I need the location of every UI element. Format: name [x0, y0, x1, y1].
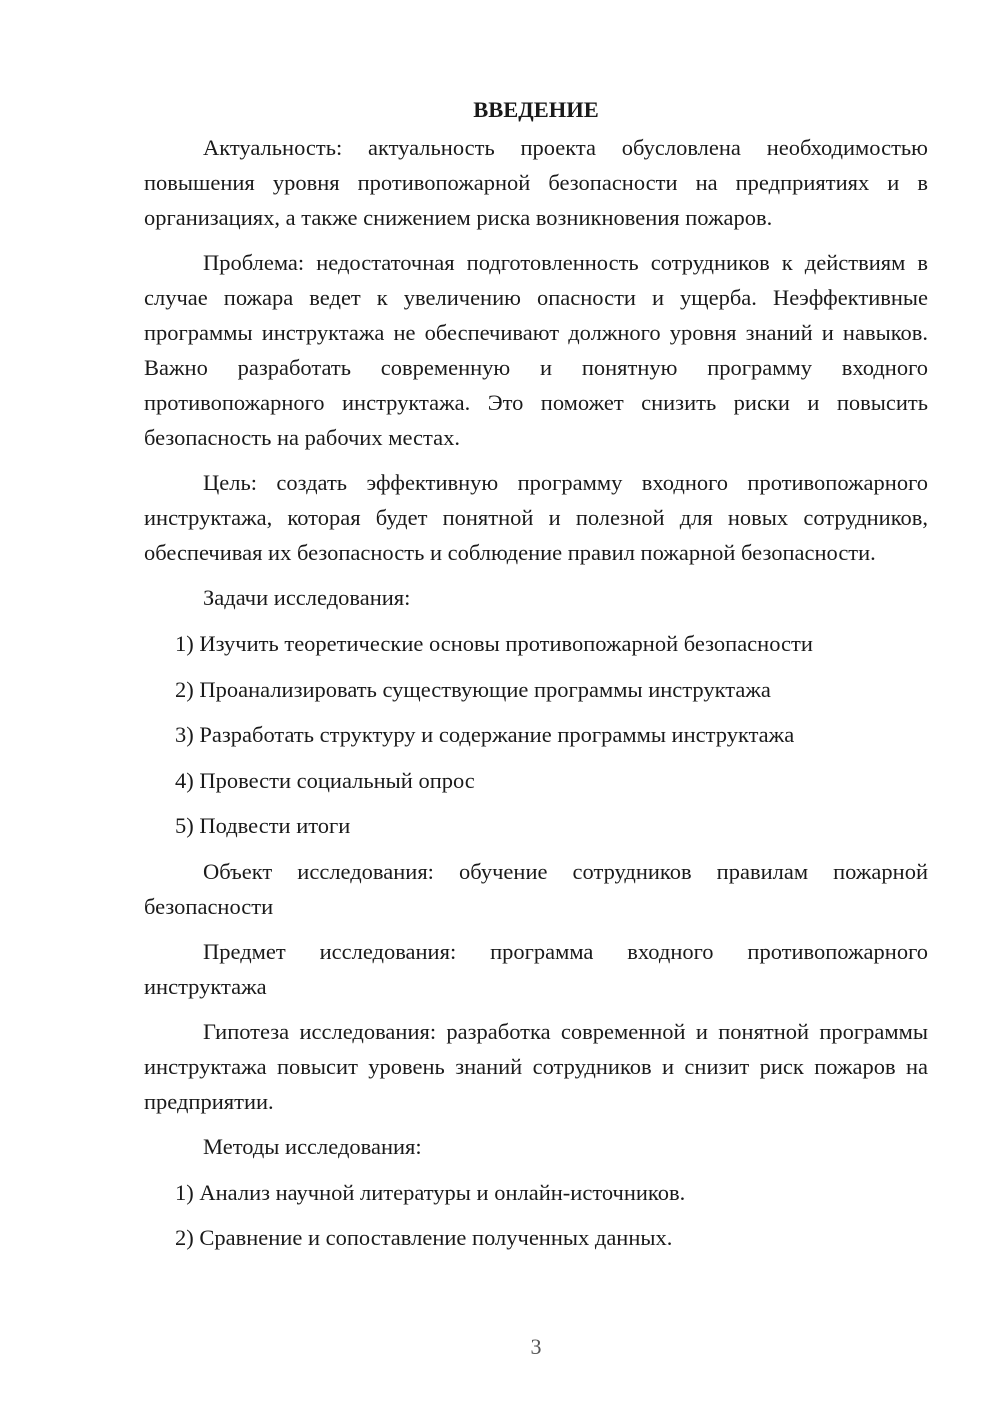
section-heading: ВВЕДЕНИЕ — [473, 97, 599, 122]
list-item: 5) Подвести итоги — [175, 813, 351, 838]
object-paragraph: Объект исследования: обучение сотрудников правилам пожарной безопасности — [144, 858, 928, 919]
tasks-list — [144, 626, 928, 843]
list-item: 2) Проанализировать существующие программы инструктажа — [175, 676, 771, 702]
methods-title: Методы исследования: — [203, 1133, 422, 1159]
list-item: 2) Сравнение и сопоставление полученных данных. — [175, 1225, 673, 1250]
page-number: 3 — [530, 1334, 542, 1359]
goal-paragraph: Цель: создать эффективную программу входного противопожарного инструктажа, которая будет понятной и полезной для новых сотрудников, обеспечивая их безопасность и соблюдение правил пожарной безопасности. — [144, 470, 928, 565]
list-item: 1) Изучить теоретические основы противопожарной безопасности — [175, 631, 813, 656]
list-item: 1) Анализ научной литературы и онлайн-источников. — [175, 1179, 686, 1205]
hypothesis-paragraph: Гипотеза исследования: разработка современной и понятной программы инструктажа повысит уровень знаний сотрудников и снизит риск пожаров на предприятии. — [144, 1018, 928, 1114]
list-item: 3) Разработать структуру и содержание программы инструктажа — [175, 722, 795, 747]
tasks-title: Задачи исследования: — [203, 585, 411, 610]
list-item: 4) Провести социальный опрос — [175, 767, 475, 793]
page-content — [144, 92, 928, 1266]
methods-list — [144, 1175, 928, 1256]
subject-paragraph: Предмет исследования: программа входного противопожарного инструктажа — [144, 938, 928, 999]
relevance-paragraph: Актуальность: актуальность проекта обусловлена необходимостью повышения уровня противопожарной безопасности на предприятиях и в организациях, а также снижением риска возникновения пожаров. — [144, 135, 928, 230]
problem-paragraph: Проблема: недостаточная подготовленность сотрудников к действиям в случае пожара ведет к увеличению опасности и ущерба. Неэффективные программы инструктажа не обеспечивают должного уровня знаний и навыков. Важно разработать современную и понятную программу входного противопожарного инструктажа. Это поможет снизить риски и повысить безопасность на рабочих местах. — [144, 250, 928, 450]
